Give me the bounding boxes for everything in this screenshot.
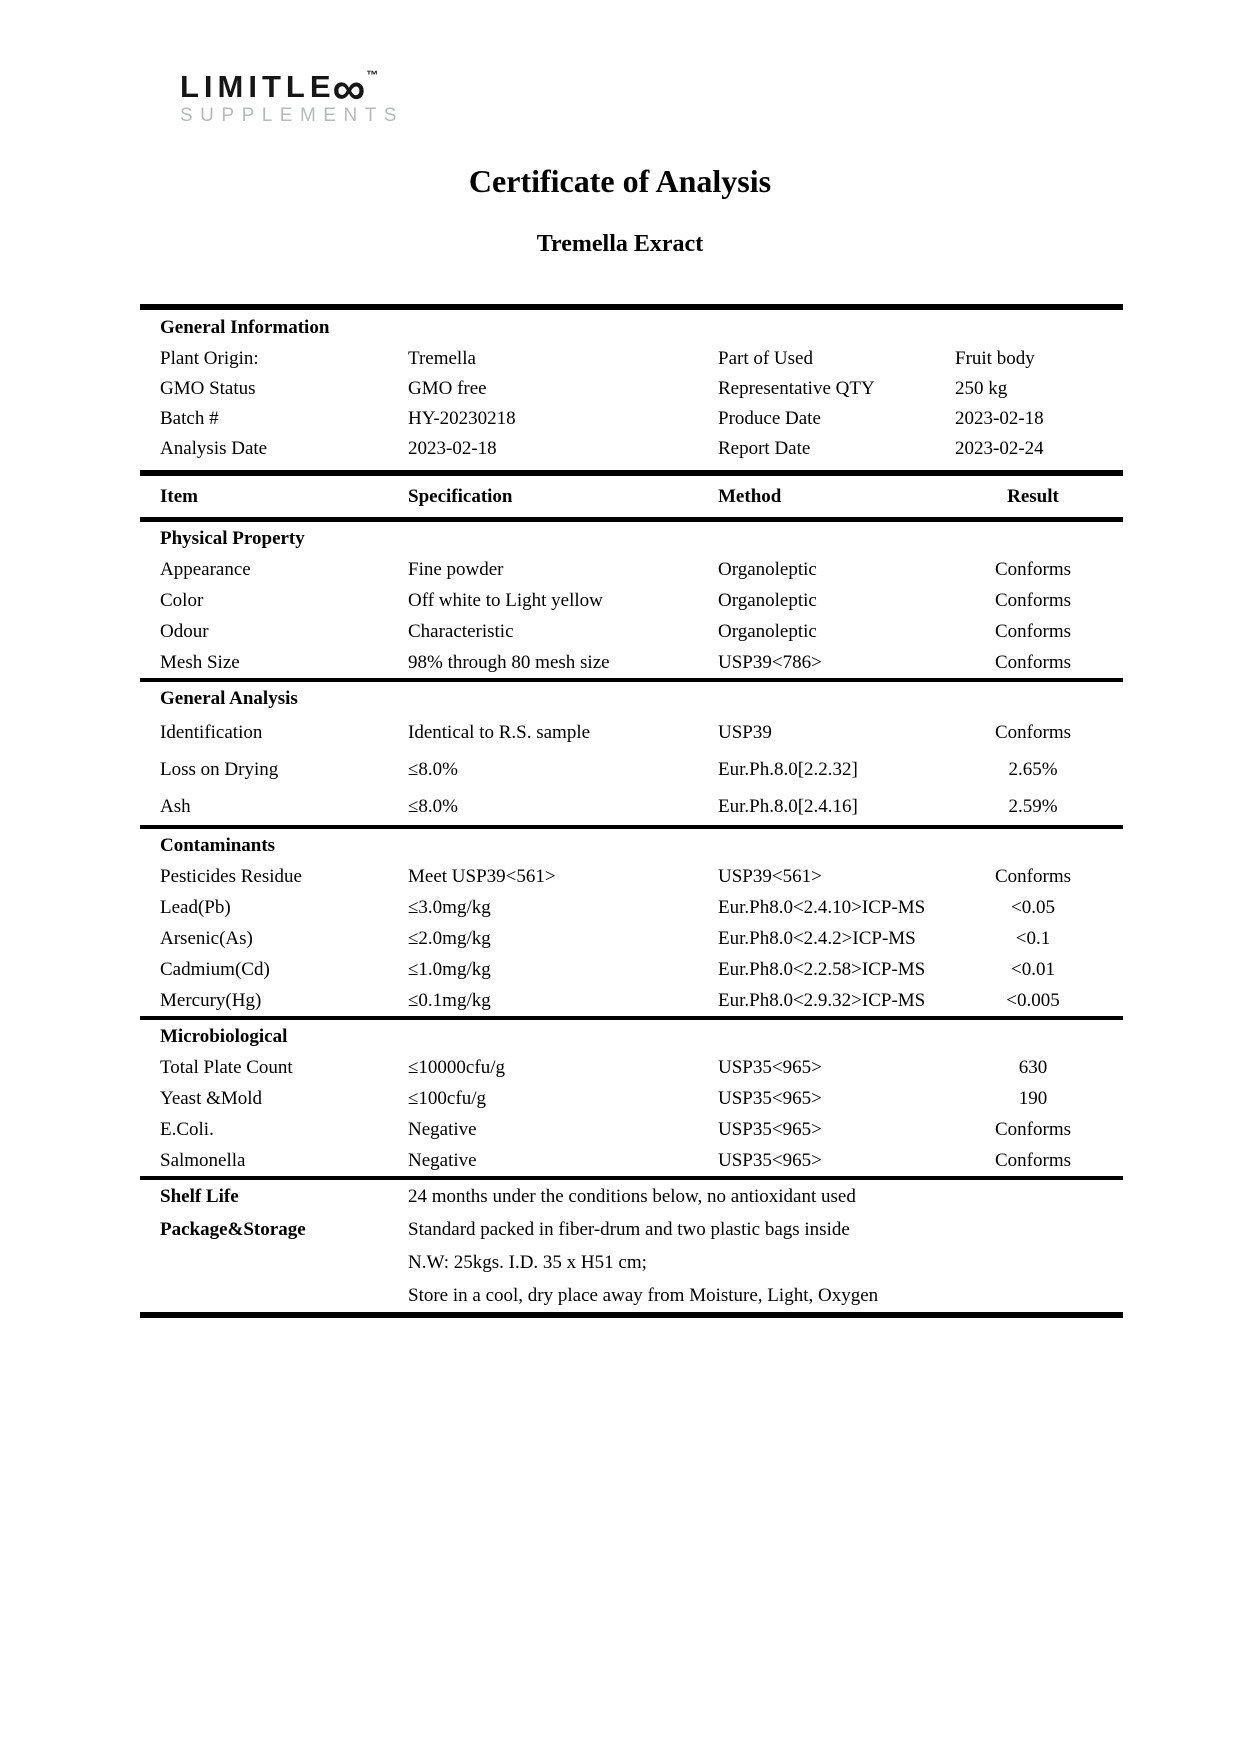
cell-specification: ≤0.1mg/kg	[408, 990, 491, 1011]
contaminants-section	[140, 829, 1123, 1016]
cell-specification: Off white to Light yellow	[408, 590, 603, 611]
cell-method: Eur.Ph8.0<2.4.10>ICP-MS	[718, 897, 926, 918]
table-row	[140, 1083, 1123, 1114]
cell-result: 630	[1018, 1057, 1048, 1078]
cell-value: HY-20230218	[408, 408, 516, 429]
table-row	[140, 923, 1123, 954]
table-row	[140, 554, 1123, 585]
table-row	[140, 434, 1123, 464]
section-heading: General Analysis	[160, 688, 298, 709]
cell-label: Analysis Date	[160, 438, 268, 459]
cell-specification: Negative	[408, 1119, 477, 1140]
cell-item: Color	[160, 590, 204, 611]
cell-item: Ash	[160, 796, 191, 817]
cell-method: Eur.Ph.8.0[2.2.32]	[718, 759, 858, 780]
section-heading: Contaminants	[160, 835, 276, 856]
cell-result: Conforms	[995, 652, 1071, 673]
cell-method: USP39<786>	[718, 652, 822, 673]
column-header-specification: Specification	[408, 486, 513, 507]
cell-method: USP39<561>	[718, 866, 822, 887]
cell-item: Salmonella	[160, 1150, 246, 1171]
cell-method: Eur.Ph8.0<2.9.32>ICP-MS	[718, 990, 926, 1011]
cell-specification: ≤8.0%	[408, 759, 459, 780]
cell-specification: Meet USP39<561>	[408, 866, 556, 887]
column-header-item: Item	[160, 486, 198, 507]
cell-method: Organoleptic	[718, 559, 817, 580]
table-row	[140, 344, 1123, 374]
cell-specification: ≤3.0mg/kg	[408, 897, 491, 918]
cell-result: Conforms	[995, 590, 1071, 611]
table-row	[140, 404, 1123, 434]
cell-item: Odour	[160, 621, 209, 642]
cell-item: Yeast &Mold	[160, 1088, 263, 1109]
brand-logo	[180, 58, 404, 127]
cell-result: Conforms	[995, 559, 1071, 580]
cell-item: Mesh Size	[160, 652, 240, 673]
cell-specification: Characteristic	[408, 621, 514, 642]
cell-specification: ≤2.0mg/kg	[408, 928, 491, 949]
table-row	[140, 751, 1123, 788]
cell-value: 2023-02-18	[955, 408, 1044, 429]
cell-label: Representative QTY	[718, 378, 875, 399]
cell-method: Eur.Ph8.0<2.4.2>ICP-MS	[718, 928, 916, 949]
table-row	[140, 1279, 1123, 1312]
cell-label: Package&Storage	[160, 1219, 306, 1240]
table-row	[140, 1180, 1123, 1213]
trademark-icon: ™	[366, 68, 379, 82]
cell-label: Plant Origin:	[160, 348, 259, 369]
table-row	[140, 1052, 1123, 1083]
cell-specification: Negative	[408, 1150, 477, 1171]
table-row	[140, 1145, 1123, 1176]
cell-result: <0.01	[1011, 959, 1055, 980]
cell-value: N.W: 25kgs. I.D. 35 x H51 cm;	[408, 1252, 647, 1273]
cell-method: USP35<965>	[718, 1057, 822, 1078]
physical-property-section	[140, 522, 1123, 678]
cell-specification: Identical to R.S. sample	[408, 722, 591, 743]
cell-value: Fruit body	[955, 348, 1035, 369]
cell-result: <0.005	[1006, 990, 1060, 1011]
microbiological-section	[140, 1020, 1123, 1176]
table-row	[140, 954, 1123, 985]
cell-specification: ≤8.0%	[408, 796, 459, 817]
column-header-row	[140, 470, 1123, 522]
cell-item: Arsenic(As)	[160, 928, 253, 949]
cell-method: Organoleptic	[718, 590, 817, 611]
brand-wordmark-text: LIMITLE	[180, 69, 336, 104]
table-row	[140, 616, 1123, 647]
page-title: Certificate of Analysis	[468, 163, 772, 199]
cell-result: <0.1	[1015, 928, 1051, 949]
cell-method: USP35<965>	[718, 1119, 822, 1140]
coa-table	[140, 304, 1123, 1318]
product-name: Tremella Exract	[536, 231, 704, 257]
cell-specification: 98% through 80 mesh size	[408, 652, 610, 673]
storage-section	[140, 1180, 1123, 1312]
table-row	[140, 892, 1123, 923]
cell-result: Conforms	[995, 1150, 1071, 1171]
cell-label: Shelf Life	[160, 1186, 239, 1207]
table-row	[140, 374, 1123, 404]
column-header-method: Method	[718, 486, 782, 507]
cell-specification: Fine powder	[408, 559, 504, 580]
cell-method: USP35<965>	[718, 1150, 822, 1171]
infinity-icon: ∞	[332, 62, 366, 114]
general-information-section	[140, 310, 1123, 464]
table-row	[140, 647, 1123, 678]
cell-method: Organoleptic	[718, 621, 817, 642]
cell-item: Total Plate Count	[160, 1057, 293, 1078]
cell-specification: ≤10000cfu/g	[408, 1057, 505, 1078]
table-row	[140, 788, 1123, 825]
cell-item: Identification	[160, 722, 263, 743]
cell-value: Standard packed in fiber-drum and two plastic bags inside	[408, 1219, 850, 1240]
cell-item: Lead(Pb)	[160, 897, 231, 918]
cell-result: Conforms	[995, 866, 1071, 887]
cell-item: Mercury(Hg)	[160, 990, 262, 1011]
cell-specification: ≤1.0mg/kg	[408, 959, 491, 980]
cell-value: 2023-02-18	[408, 438, 497, 459]
cell-method: USP35<965>	[718, 1088, 822, 1109]
cell-label: GMO Status	[160, 378, 256, 399]
cell-result: Conforms	[995, 1119, 1071, 1140]
cell-label: Batch #	[160, 408, 219, 429]
table-row	[140, 714, 1123, 751]
cell-result: 2.65%	[1008, 759, 1058, 780]
cell-item: E.Coli.	[160, 1119, 214, 1140]
cell-item: Pesticides Residue	[160, 866, 302, 887]
cell-item: Cadmium(Cd)	[160, 959, 270, 980]
table-row	[140, 1114, 1123, 1145]
cell-result: Conforms	[995, 722, 1071, 743]
cell-result: <0.05	[1011, 897, 1055, 918]
section-heading: Physical Property	[160, 528, 305, 549]
cell-result: 190	[1018, 1088, 1048, 1109]
cell-method: Eur.Ph.8.0[2.4.16]	[718, 796, 858, 817]
cell-label: Produce Date	[718, 408, 821, 429]
cell-result: 2.59%	[1008, 796, 1058, 817]
cell-label	[160, 1279, 408, 1312]
section-heading: Microbiological	[160, 1026, 288, 1047]
table-row	[140, 985, 1123, 1016]
brand-wordmark	[180, 58, 404, 114]
cell-value: Tremella	[408, 348, 476, 369]
table-row	[140, 1246, 1123, 1279]
cell-value: 2023-02-24	[955, 438, 1044, 459]
cell-value: 250 kg	[955, 378, 1008, 399]
cell-value: GMO free	[408, 378, 487, 399]
cell-item: Loss on Drying	[160, 759, 279, 780]
cell-result: Conforms	[995, 621, 1071, 642]
column-header-result: Result	[1007, 486, 1059, 507]
table-row	[140, 1213, 1123, 1246]
cell-label	[160, 1246, 408, 1279]
cell-item: Appearance	[160, 559, 251, 580]
brand-subtitle: SUPPLEMENTS	[180, 105, 404, 126]
cell-method: USP39	[718, 722, 772, 743]
table-row	[140, 861, 1123, 892]
general-analysis-section	[140, 682, 1123, 825]
cell-label: Report Date	[718, 438, 811, 459]
section-heading: General Information	[160, 317, 330, 338]
cell-label: Part of Used	[718, 348, 813, 369]
cell-value: Store in a cool, dry place away from Moisture, Light, Oxygen	[408, 1285, 879, 1306]
cell-method: Eur.Ph8.0<2.2.58>ICP-MS	[718, 959, 926, 980]
cell-specification: ≤100cfu/g	[408, 1088, 486, 1109]
cell-value: 24 months under the conditions below, no antioxidant used	[408, 1186, 856, 1207]
table-row	[140, 585, 1123, 616]
